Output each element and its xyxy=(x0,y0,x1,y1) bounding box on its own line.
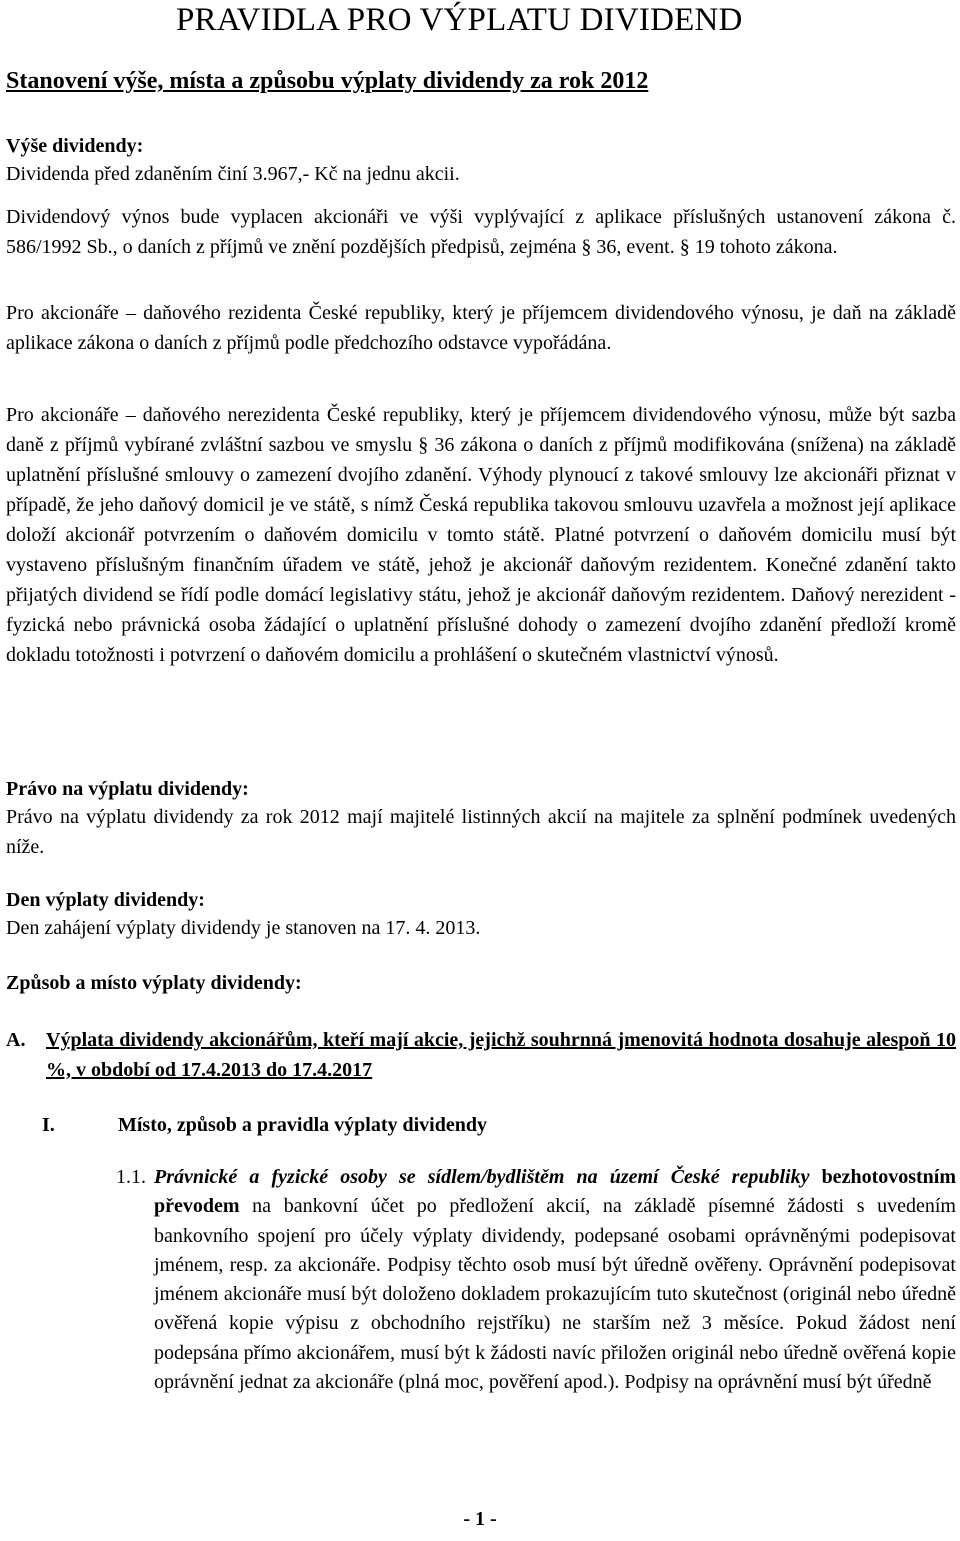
section-a-marker: A. xyxy=(6,1029,26,1051)
paragraph-nonresident: Pro akcionáře – daňového nerezidenta České republiky, který je příjemcem dividendového výnosu, může být sazba daně z příjmů vybírané zvláštní sazbou ve smyslu § 36 zákona o daních z příjmů modifikována (snížena) na základě uplatnění příslušné smlouvy o zamezení dvojího zdanění. Výhody plynoucí z takové smlouvy lze akcionáři přiznat v případě, že jeho daňový domicil je ve státě, s nímž Česká republika takovou smlouvu uzavřela a možnost její aplikace doloží akcionář potvrzením o daňovém domicilu v tomto státě. Platné potvrzení o daňovém domicilu musí být vystaveno příslušným finančním úřadem ve státě, jehož je akcionář daňovým rezidentem. Konečné zdanění takto přijatých dividend se řídí podle domácí legislativy státu, jehož je akcionář daňovým rezidentem. Daňový nerezident - fyzická nebo právnická osoba žádající o uplatnění příslušné dohody o zamezení dvojího zdanění předloží kromě dokladu totožnosti i potvrzení o daňovém domicilu a prohlášení o skutečném vlastnictví výnosů. xyxy=(6,404,956,666)
heading-vyse-dividendy: Výše dividendy: xyxy=(6,135,144,157)
paragraph-dividend-amount: Dividenda před zdaněním činí 3.967,- Kč na jednu akcii. xyxy=(6,163,460,185)
heading-zpusob: Způsob a místo výplaty dividendy: xyxy=(6,972,302,994)
item-1-1-marker: 1.1. xyxy=(116,1166,146,1188)
page-number: - 1 - xyxy=(463,1508,497,1530)
item-1-1-bold: bezhotovostním převodem xyxy=(154,1166,957,1218)
item-1-1-italic: Právnické a fyzické osoby se sídlem/bydlištěm na území České republiky xyxy=(154,1166,810,1188)
section-i-text: Místo, způsob a pravidla výplaty dividendy xyxy=(118,1114,487,1136)
heading-den-vyplaty: Den výplaty dividendy: xyxy=(6,889,205,911)
paragraph-resident: Pro akcionáře – daňového rezidenta České republiky, který je příjemcem dividendového výnosu, je daň na základě aplikace zákona o daních z příjmů podle předchozího odstavce vypořádána. xyxy=(6,302,956,354)
document-subtitle: Stanovení výše, místa a způsobu výplaty dividendy za rok 2012 xyxy=(6,68,649,94)
document-title: PRAVIDLA PRO VÝPLATU DIVIDEND xyxy=(176,2,743,38)
item-1-1-rest: na bankovní účet po předložení akcií, na základě písemné žádosti s uvedením bankovního spojení pro účely výplaty dividendy, podepsané osobami oprávněnými podepisovat jménem, resp. za akcionáře. Podpisy těchto osob musí být úředně ověřeny. Oprávnění podepisovat jménem akcionáře musí být doloženo dokladem prokazujícím tuto skutečnost (originál nebo úředně ověřená kopie výpisu z obchodního rejstříku) ne starším než 3 měsíce. Pokud žádost není podepsána přímo akcionářem, musí být k žádosti navíc přiložen originál nebo úředně ověřená kopie oprávnění jednat za akcionáře (plná moc, pověření apod.). Podpisy na oprávnění musí být úředně xyxy=(154,1195,956,1394)
item-1-1-body xyxy=(154,1163,956,1397)
heading-pravo: Právo na výplatu dividendy: xyxy=(6,778,249,800)
paragraph-pravo: Právo na výplatu dividendy za rok 2012 mají majitelé listinných akcií na majitele za splnění podmínek uvedených níže. xyxy=(6,806,956,858)
paragraph-tax-law: Dividendový výnos bude vyplacen akcionáři ve výši vyplývající z aplikace příslušných ustanovení zákona č. 586/1992 Sb., o daních z příjmů ve znění pozdějších předpisů, zejména § 36, event. § 19 tohoto zákona. xyxy=(6,206,956,258)
paragraph-den-vyplaty: Den zahájení výplaty dividendy je stanoven na 17. 4. 2013. xyxy=(6,917,481,939)
section-a-text: Výplata dividendy akcionářům, kteří mají akcie, jejichž souhrnná jmenovitá hodnota dosahuje alespoň 10 %, v období od 17.4.2013 do 17.4.2017 xyxy=(46,1029,956,1081)
section-i-marker: I. xyxy=(42,1114,55,1136)
